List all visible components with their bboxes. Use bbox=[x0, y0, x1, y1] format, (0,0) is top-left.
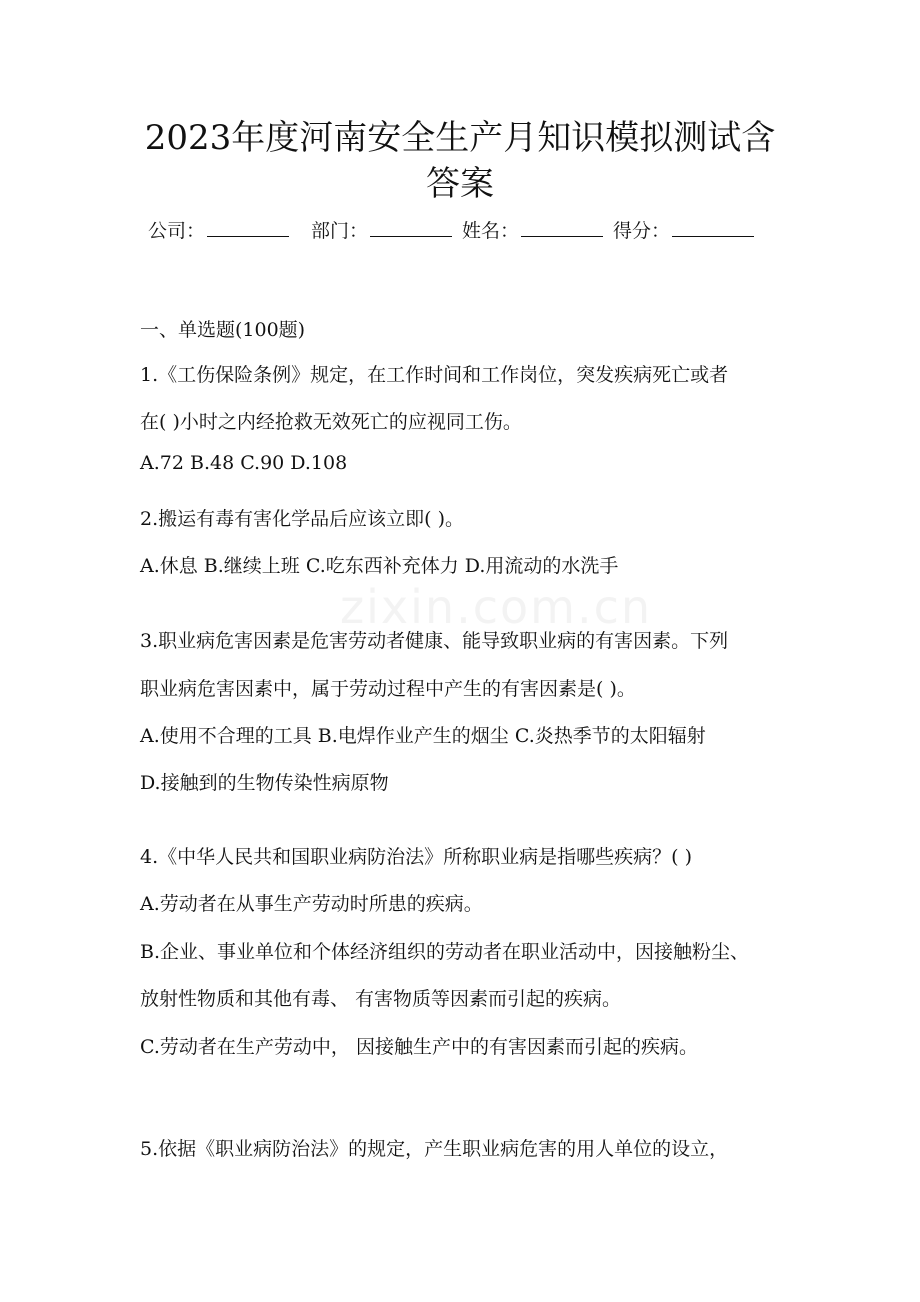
name-field bbox=[462, 216, 603, 245]
question-1-options: A.72 B.48 C.90 D.108 bbox=[140, 452, 348, 474]
question-4-option-b-line-2: 放射性物质和其他有毒、 有害物质等因素而引起的疾病。 bbox=[140, 988, 622, 1010]
page-title: 2023年度河南安全生产月知识模拟测试含 bbox=[144, 118, 776, 158]
section-heading: 一、单选题(100题) bbox=[140, 319, 306, 341]
company-blank bbox=[207, 216, 289, 237]
name-label: 姓名： bbox=[462, 220, 520, 242]
question-1-line-1: 1.《工伤保险条例》规定，在工作时间和工作岗位，突发疾病死亡或者 bbox=[140, 364, 729, 386]
department-field bbox=[311, 216, 452, 245]
question-4-line-1: 4.《中华人民共和国职业病防治法》所称职业病是指哪些疾病？( ) bbox=[140, 846, 692, 868]
question-3-options-line-1: A.使用不合理的工具 B.电焊作业产生的烟尘 C.炎热季节的太阳辐射 bbox=[140, 725, 706, 747]
question-3-line-2: 职业病危害因素中，属于劳动过程中产生的有害因素是( )。 bbox=[140, 678, 636, 700]
score-label: 得分： bbox=[613, 220, 671, 242]
company-label: 公司： bbox=[148, 220, 206, 242]
question-4-option-a: A.劳动者在从事生产劳动时所患的疾病。 bbox=[140, 893, 483, 915]
info-fields bbox=[148, 216, 788, 245]
question-4-option-c: C.劳动者在生产劳动中， 因接触生产中的有害因素而引起的疾病。 bbox=[140, 1036, 698, 1058]
page-title-continued: 答案 bbox=[426, 164, 494, 204]
department-label: 部门： bbox=[311, 220, 369, 242]
question-1-line-2: 在( )小时之内经抢救无效死亡的应视同工伤。 bbox=[140, 411, 522, 433]
score-field bbox=[613, 216, 754, 245]
department-blank bbox=[370, 216, 452, 237]
question-3-line-1: 3.职业病危害因素是危害劳动者健康、能导致职业病的有害因素。下列 bbox=[140, 630, 729, 652]
question-2-options: A.休息 B.继续上班 C.吃东西补充体力 D.用流动的水洗手 bbox=[140, 555, 619, 577]
score-blank bbox=[672, 216, 754, 237]
watermark: zixin.com.cn bbox=[340, 580, 653, 634]
question-2-line-1: 2.搬运有毒有害化学品后应该立即( )。 bbox=[140, 508, 464, 530]
company-field bbox=[148, 216, 289, 245]
question-3-options-line-2: D.接触到的生物传染性病原物 bbox=[140, 772, 389, 794]
name-blank bbox=[521, 216, 603, 237]
question-5-line-1: 5.依据《职业病防治法》的规定，产生职业病危害的用人单位的设立， bbox=[140, 1138, 729, 1160]
question-4-option-b-line-1: B.企业、事业单位和个体经济组织的劳动者在职业活动中，因接触粉尘、 bbox=[140, 941, 750, 963]
